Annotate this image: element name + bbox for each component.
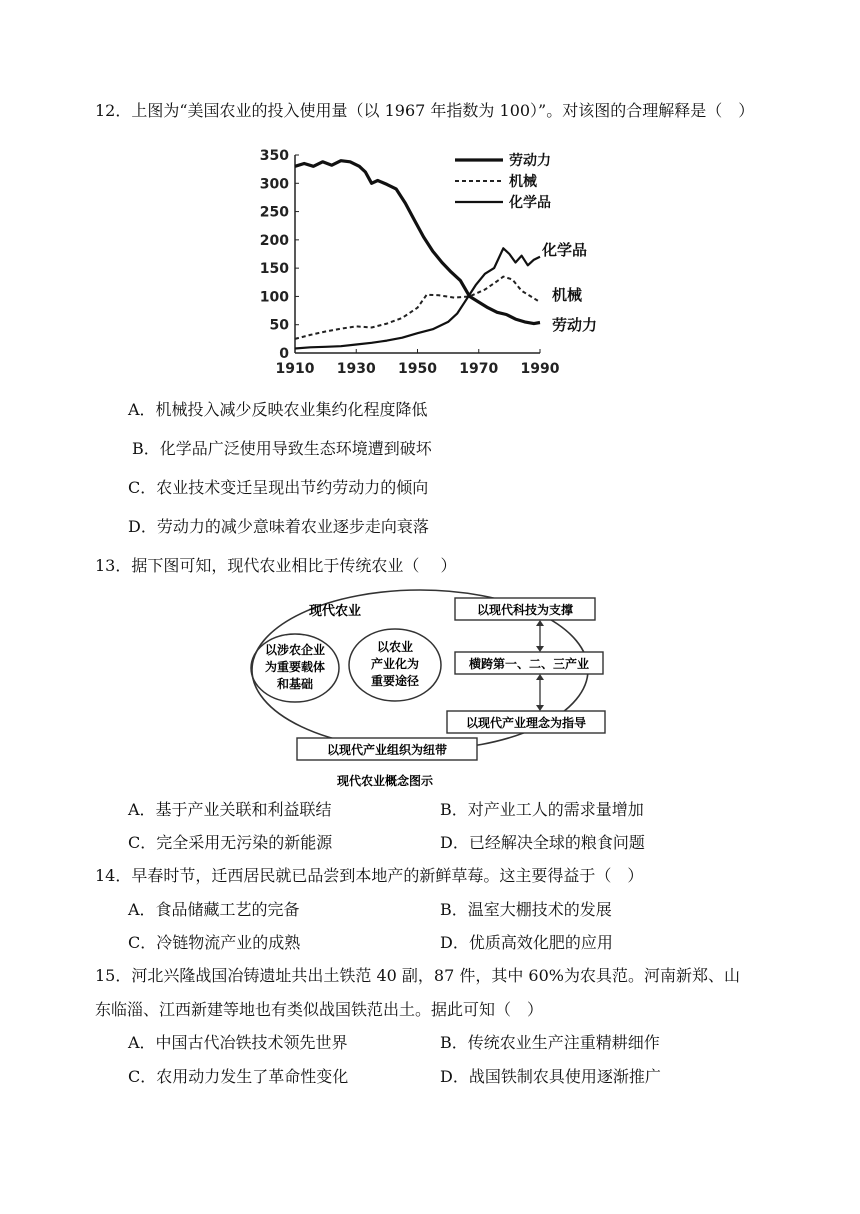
q13-concept-diagram <box>235 588 615 793</box>
circle-right-line2: 产业化为 <box>370 657 420 671</box>
q15-option-c[interactable]: C．农用动力发生了革命性变化 <box>128 1067 349 1086</box>
y-tick-label: 200 <box>259 232 289 249</box>
q14-option-b[interactable]: B．温室大棚技术的发展 <box>440 900 612 919</box>
x-tick-label: 1930 <box>336 361 376 377</box>
series-line-2 <box>295 248 540 348</box>
q15-stem-line2: 东临淄、江西新建等地也有类似战国铁范出土。据此可知（ ） <box>95 1000 544 1019</box>
circle-left-line3: 和基础 <box>276 677 314 691</box>
circle-left-line1: 以涉农企业 <box>264 643 326 657</box>
end-label-1: 机械 <box>552 286 583 304</box>
q12-option-b[interactable]: B．化学品广泛使用导致生态环境遭到破坏 <box>132 439 432 458</box>
box-middle-label: 横跨第一、二、三产业 <box>468 657 590 671</box>
q13-option-d[interactable]: D．已经解决全球的粮食问题 <box>440 833 645 852</box>
q15-option-b[interactable]: B．传统农业生产注重精耕细作 <box>440 1033 660 1052</box>
series-line-1 <box>295 277 540 339</box>
q12-option-d[interactable]: D．劳动力的减少意味着农业逐步走向衰落 <box>128 517 429 536</box>
q15-stem-line1: 15．河北兴隆战国冶铸遗址共出土铁范 40 副，87 件，其中 60%为农具范。河南新郑、山 <box>95 966 740 985</box>
q14-option-a[interactable]: A．食品储藏工艺的完备 <box>128 900 300 919</box>
legend-label-2: 化学品 <box>509 195 551 211</box>
legend-label-0: 劳动力 <box>509 153 551 169</box>
y-tick-label: 0 <box>279 346 289 362</box>
box-top-label: 以现代科技为支撑 <box>476 603 574 617</box>
y-tick-label: 250 <box>259 204 289 221</box>
q12-option-a[interactable]: A．机械投入减少反映农业集约化程度降低 <box>128 400 428 419</box>
y-tick-label: 150 <box>259 261 289 278</box>
q12-stem: 12．上图为“美国农业的投入使用量（以 1967 年指数为 100）”。对该图的合理解释是（ ） <box>95 101 755 120</box>
circle-right-line3: 重要途径 <box>370 674 420 688</box>
q12-line-chart <box>255 140 615 385</box>
box-lower-label: 以现代产业理念为指导 <box>465 716 587 730</box>
q13-option-a[interactable]: A．基于产业关联和利益联结 <box>128 800 332 819</box>
y-tick-label: 100 <box>259 289 289 306</box>
q13-option-b[interactable]: B．对产业工人的需求量增加 <box>440 800 644 819</box>
series-line-0 <box>295 161 540 324</box>
x-tick-label: 1950 <box>398 361 437 377</box>
diagram-title: 现代农业 <box>308 604 362 619</box>
box-bottom-label: 以现代产业组织为纽带 <box>326 743 448 757</box>
q14-option-c[interactable]: C．冷链物流产业的成熟 <box>128 933 301 952</box>
q13-option-c[interactable]: C．完全采用无污染的新能源 <box>128 833 333 852</box>
y-tick-label: 300 <box>259 176 289 193</box>
y-tick-label: 350 <box>259 148 289 164</box>
legend-label-1: 机械 <box>509 174 537 190</box>
end-label-2: 劳动力 <box>552 316 598 334</box>
q15-option-d[interactable]: D．战国铁制农具使用逐渐推广 <box>440 1067 661 1086</box>
q14-stem: 14．早春时节，迁西居民就已品尝到本地产的新鲜草莓。这主要得益于（ ） <box>95 866 644 885</box>
q15-option-a[interactable]: A．中国古代冶铁技术领先世界 <box>128 1033 348 1052</box>
y-tick-label: 50 <box>269 317 289 334</box>
end-label-0: 化学品 <box>542 241 588 259</box>
q14-option-d[interactable]: D．优质高效化肥的应用 <box>440 933 613 952</box>
q12-option-c[interactable]: C．农业技术变迁呈现出节约劳动力的倾向 <box>128 478 429 497</box>
diagram-caption: 现代农业概念图示 <box>336 774 434 788</box>
circle-right-line1: 以农业 <box>376 640 414 654</box>
q13-stem: 13．据下图可知，现代农业相比于传统农业（ ） <box>95 556 457 575</box>
x-tick-label: 1910 <box>275 361 315 377</box>
x-tick-label: 1990 <box>520 361 560 377</box>
circle-left-line2: 为重要载体 <box>264 660 326 674</box>
x-tick-label: 1970 <box>459 361 499 377</box>
